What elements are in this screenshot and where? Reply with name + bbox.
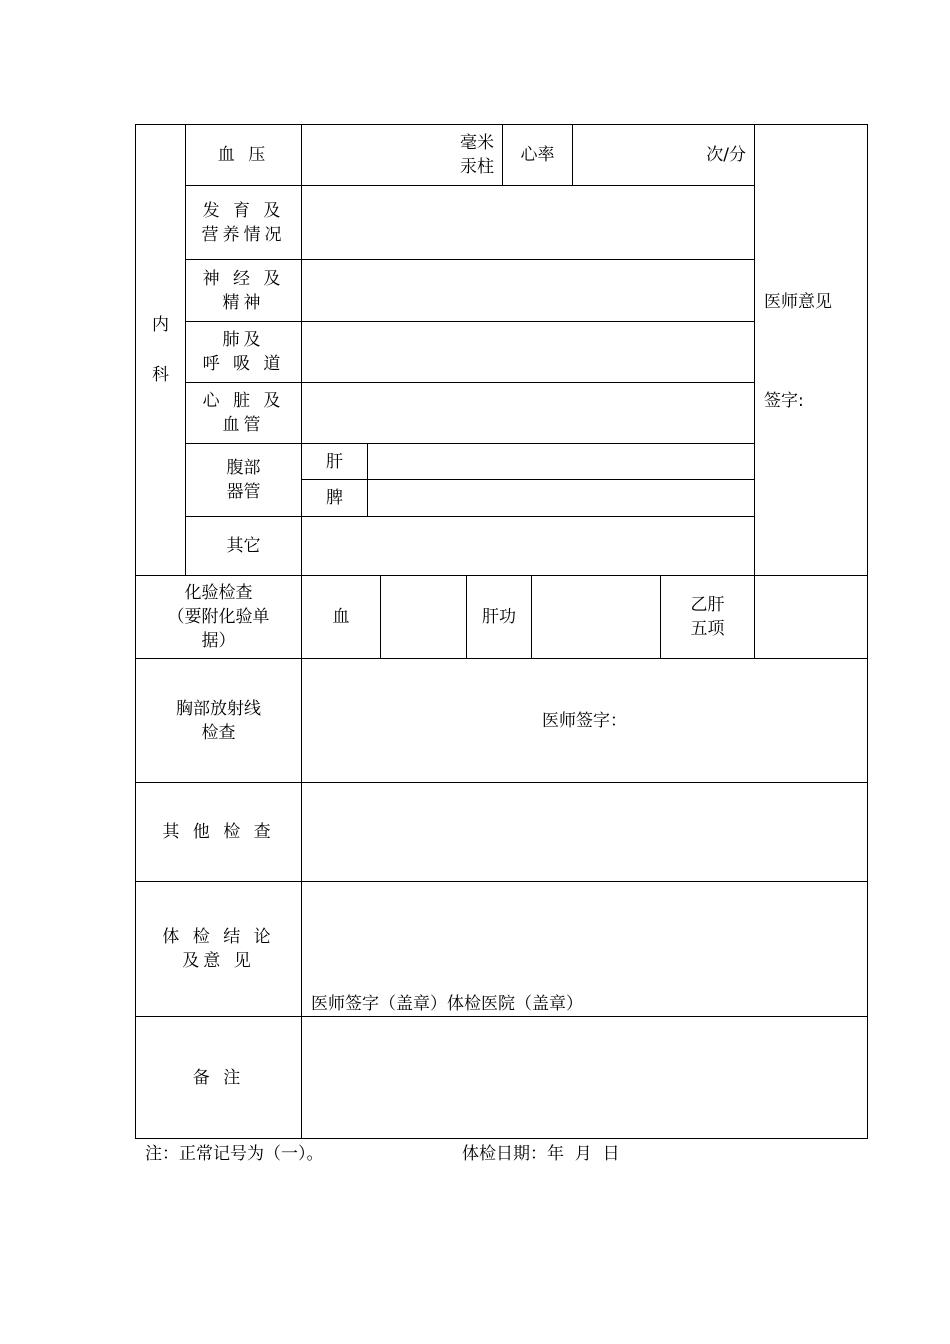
doctor-opinion-label: 医师意见	[764, 292, 832, 312]
chest-xray-label: 胸部放射线 检查	[135, 658, 302, 783]
liver-field[interactable]	[367, 443, 755, 480]
liver-function-field[interactable]	[531, 575, 661, 659]
internal-other-label: 其它	[185, 516, 302, 576]
internal-signature-label: 签字:	[764, 391, 804, 411]
hepatitis-b-label: 乙肝 五项	[660, 575, 755, 659]
blood-test-field[interactable]	[380, 575, 467, 659]
section-label-line2: 科	[152, 365, 169, 385]
chest-xray-field[interactable]	[301, 658, 868, 783]
liver-label: 肝	[301, 443, 368, 480]
spleen-field[interactable]	[367, 479, 755, 517]
conclusion-signature-label: 医师签字（盖章）体检医院（盖章）	[311, 994, 583, 1014]
neuro-mental-label: 神 经 及 精神	[185, 259, 302, 322]
xray-signature-label: 医师签字：	[542, 710, 627, 731]
development-nutrition-field[interactable]	[301, 185, 755, 260]
blood-pressure-unit: 毫米 汞柱	[460, 133, 494, 177]
hepatitis-b-field[interactable]	[754, 575, 868, 659]
other-exam-field[interactable]	[301, 782, 868, 882]
footer-note: 注：正常记号为（一）。	[145, 1144, 324, 1164]
internal-other-field[interactable]	[301, 516, 755, 576]
internal-doctor-opinion-box[interactable]	[754, 124, 868, 576]
lab-test-label: 化验检查 （要附化验单 据）	[135, 575, 302, 659]
neuro-mental-field[interactable]	[301, 259, 755, 322]
exam-date: 体检日期：年 月 日	[462, 1144, 620, 1164]
spleen-label: 脾	[301, 479, 368, 517]
liver-function-label: 肝功	[466, 575, 532, 659]
heart-vessel-label: 心 脏 及 血管	[185, 382, 302, 444]
heart-rate-label: 心率	[502, 124, 573, 186]
heart-rate-field[interactable]	[572, 124, 755, 186]
heart-vessel-field[interactable]	[301, 382, 755, 444]
other-exam-label: 其 他 检 查	[135, 782, 302, 882]
blood-test-label: 血	[301, 575, 381, 659]
remarks-label: 备 注	[135, 1016, 302, 1139]
blood-pressure-field[interactable]	[301, 124, 503, 186]
internal-medicine-section	[135, 124, 186, 576]
section-label-line1: 内	[152, 315, 169, 335]
abdominal-organs-label: 腹部 器管	[185, 443, 302, 517]
remarks-field[interactable]	[301, 1016, 868, 1139]
conclusion-label: 体 检 结 论 及意 见	[135, 881, 302, 1017]
blood-pressure-label: 血 压	[185, 124, 302, 186]
lung-respiratory-label: 肺及 呼 吸 道	[185, 321, 302, 383]
development-nutrition-label: 发 育 及 营养情况	[185, 185, 302, 260]
heart-rate-unit: 次/分	[706, 145, 746, 165]
lung-respiratory-field[interactable]	[301, 321, 755, 383]
